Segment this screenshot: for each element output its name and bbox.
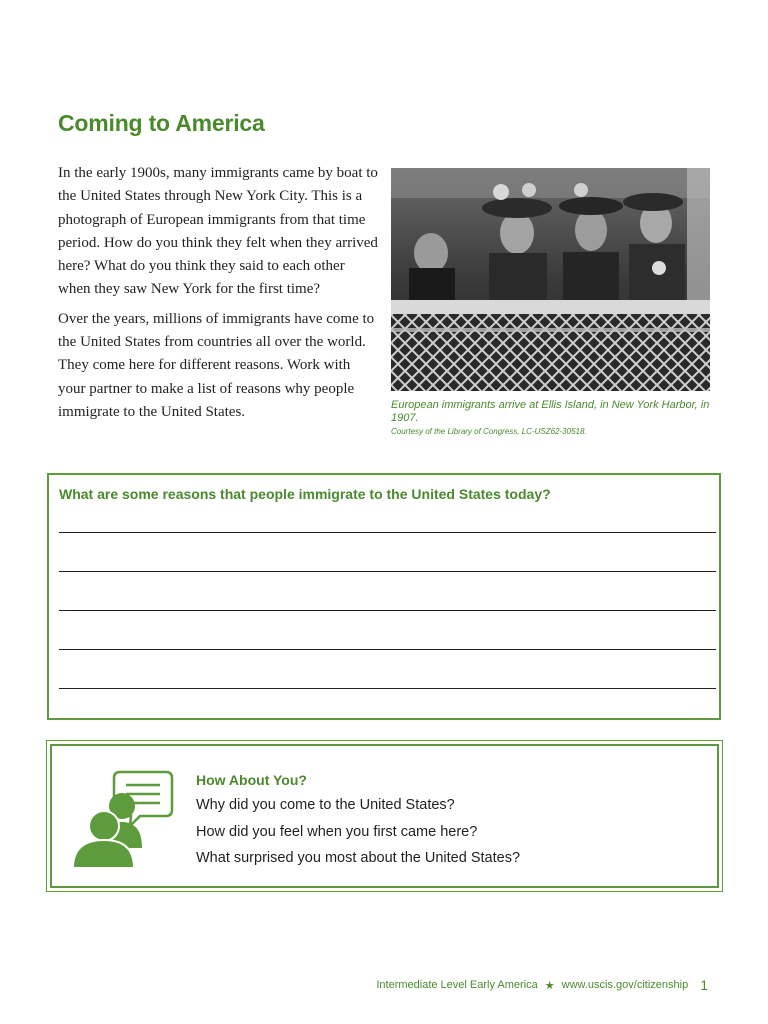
answer-line-4[interactable] [59,649,716,650]
about-question-1: Why did you come to the United States? [196,797,455,813]
intro-text [58,162,378,430]
how-about-you-box [46,740,723,892]
page-number: 1 [700,977,708,993]
conversation-people-icon [70,770,176,870]
page-title: Coming to America [58,110,265,136]
answer-line-5[interactable] [59,688,716,689]
intro-paragraph-1: In the early 1900s, many immigrants came by boat to the United States through New York City. This is a photograph of European immigrants from that time period. How do you think they felt when they arrived here? What do you think they said to each other when they saw New York for the first time? [58,165,378,298]
how-about-you-content [196,772,520,876]
photo-credit: Courtesy of the Library of Congress, LC-USZ62-30518. [391,427,587,436]
star-icon: ★ [544,979,555,992]
footer-level: Intermediate Level Early America [376,979,538,991]
answer-line-2[interactable] [59,571,716,572]
question-box [47,473,721,720]
how-about-you-heading: How About You? [196,772,307,788]
about-question-2: How did you feel when you first came here? [196,823,478,840]
answer-line-3[interactable] [59,610,716,611]
immigrants-photo [391,168,710,391]
answer-line-1[interactable] [59,532,716,533]
intro-paragraph-2: Over the years, millions of immigrants have come to the United States from countries all over the world. They come here for different reasons. Work with your partner to make a list of reasons why people immigrate to the United States. [58,310,375,420]
question-text: What are some reasons that people immigrate to the United States today? [59,486,551,502]
photo-caption: European immigrants arrive at Ellis Island, in New York Harbor, in 1907. [391,399,710,424]
photo-figure [391,168,710,436]
about-question-3: What surprised you most about the United States? [196,850,521,866]
page-footer [376,977,708,993]
footer-url[interactable]: www.uscis.gov/citizenship [561,979,689,991]
